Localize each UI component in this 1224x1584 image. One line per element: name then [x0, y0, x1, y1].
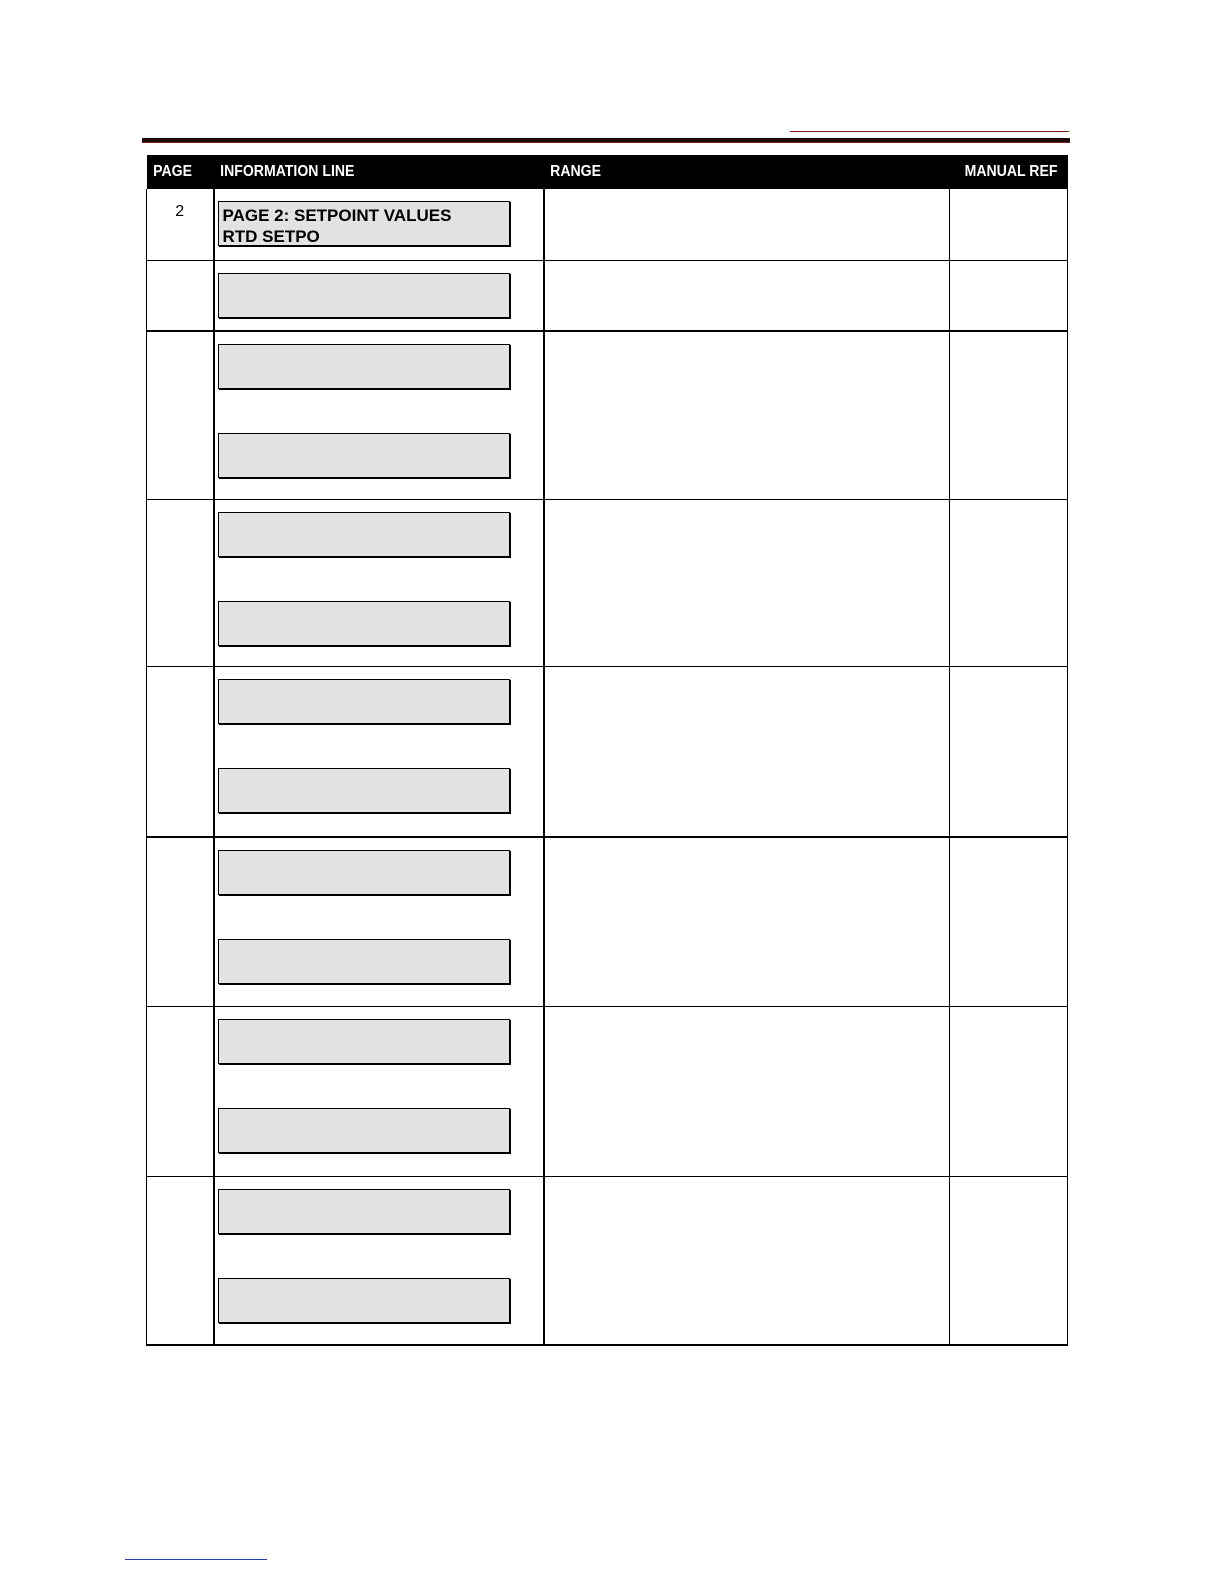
- table-row: [147, 1006, 1068, 1176]
- information-line-cell: [214, 837, 544, 1006]
- table-header-row: [147, 155, 1068, 189]
- lcd-display: [218, 850, 510, 895]
- range-cell: [544, 260, 950, 331]
- information-line-cell: [214, 189, 544, 260]
- lcd-display: [218, 512, 510, 557]
- table-row: [147, 189, 1068, 260]
- footer-link-underline[interactable]: [125, 1559, 267, 1560]
- page-cell: [147, 666, 214, 837]
- range-cell: [544, 1176, 950, 1345]
- information-line-cell: [214, 260, 544, 331]
- manual-ref-cell: [950, 331, 1068, 499]
- manual-ref-cell: [950, 260, 1068, 331]
- manual-ref-cell: [950, 499, 1068, 666]
- lcd-line-2: [223, 964, 509, 984]
- header-range: RANGE: [549, 163, 601, 180]
- information-line-cell: [214, 1006, 544, 1176]
- page-cell: [147, 1176, 214, 1345]
- lcd-line-2: [223, 298, 509, 318]
- lcd-line-2: [223, 1044, 509, 1064]
- range-cell: [544, 837, 950, 1006]
- information-line-cell: [214, 666, 544, 837]
- range-cell: [544, 1006, 950, 1176]
- page-cell: [147, 1006, 214, 1176]
- lcd-line-2: [223, 458, 509, 478]
- lcd-display: [218, 344, 510, 389]
- lcd-line-2: [223, 537, 509, 557]
- lcd-display: [218, 1019, 510, 1064]
- lcd-line-1: [223, 605, 509, 626]
- table-row: [147, 260, 1068, 331]
- lcd-line-2: [223, 875, 509, 895]
- information-line-cell: [214, 331, 544, 499]
- header-information-line: INFORMATION LINE: [219, 163, 354, 180]
- page-cell: [147, 260, 214, 331]
- lcd-line-1: [223, 1193, 509, 1214]
- setpoint-reference-table: [146, 155, 1068, 1346]
- manual-ref-cell: [950, 1006, 1068, 1176]
- information-line-cell: [214, 499, 544, 666]
- lcd-line-1: PAGE 2: SETPOINT VALUES: [222, 206, 452, 225]
- header-accent-rule: [790, 131, 1069, 132]
- lcd-display: [218, 1108, 510, 1153]
- manual-ref-cell: [950, 189, 1068, 260]
- lcd-display: [218, 433, 510, 478]
- lcd-line-2: RTD SETPO: [222, 227, 320, 246]
- lcd-line-1: [223, 772, 509, 793]
- lcd-line-2: [223, 626, 509, 646]
- lcd-line-1: [223, 348, 509, 369]
- table-row: [147, 1176, 1068, 1345]
- lcd-display: [218, 939, 510, 984]
- header-manual-ref: MANUAL REF: [964, 163, 1057, 180]
- lcd-line-1: [223, 1023, 509, 1044]
- lcd-display: [218, 201, 510, 246]
- page-cell: [147, 837, 214, 1006]
- lcd-line-1: [223, 854, 509, 875]
- page-cell: 2: [147, 189, 214, 260]
- page-cell: [147, 499, 214, 666]
- table-row: [147, 499, 1068, 666]
- table-row: [147, 837, 1068, 1006]
- lcd-line-1: [223, 277, 509, 298]
- manual-ref-cell: [950, 837, 1068, 1006]
- header-rule: [142, 138, 1070, 143]
- header-page: PAGE: [152, 163, 192, 180]
- table-row: [147, 331, 1068, 499]
- lcd-display: [218, 679, 510, 724]
- range-cell: [544, 499, 950, 666]
- lcd-line-2: [223, 1133, 509, 1153]
- lcd-line-2: [223, 369, 509, 389]
- lcd-display: [218, 273, 510, 318]
- lcd-line-2: [223, 793, 509, 813]
- lcd-line-2: [223, 1303, 509, 1323]
- manual-ref-cell: [950, 666, 1068, 837]
- range-cell: [544, 666, 950, 837]
- lcd-display: [218, 1278, 510, 1323]
- page-cell: [147, 331, 214, 499]
- lcd-line-2: [223, 704, 509, 724]
- table-row: [147, 666, 1068, 837]
- lcd-line-1: [223, 1112, 509, 1133]
- information-line-cell: [214, 1176, 544, 1345]
- lcd-line-1: [223, 683, 509, 704]
- lcd-line-2: [223, 1214, 509, 1234]
- lcd-display: [218, 768, 510, 813]
- lcd-line-1: [223, 516, 509, 537]
- lcd-line-1: [223, 437, 509, 458]
- lcd-display: [218, 1189, 510, 1234]
- lcd-display: [218, 601, 510, 646]
- range-cell: [544, 331, 950, 499]
- manual-ref-cell: [950, 1176, 1068, 1345]
- lcd-line-1: [223, 943, 509, 964]
- lcd-line-1: [223, 1282, 509, 1303]
- range-cell: [544, 189, 950, 260]
